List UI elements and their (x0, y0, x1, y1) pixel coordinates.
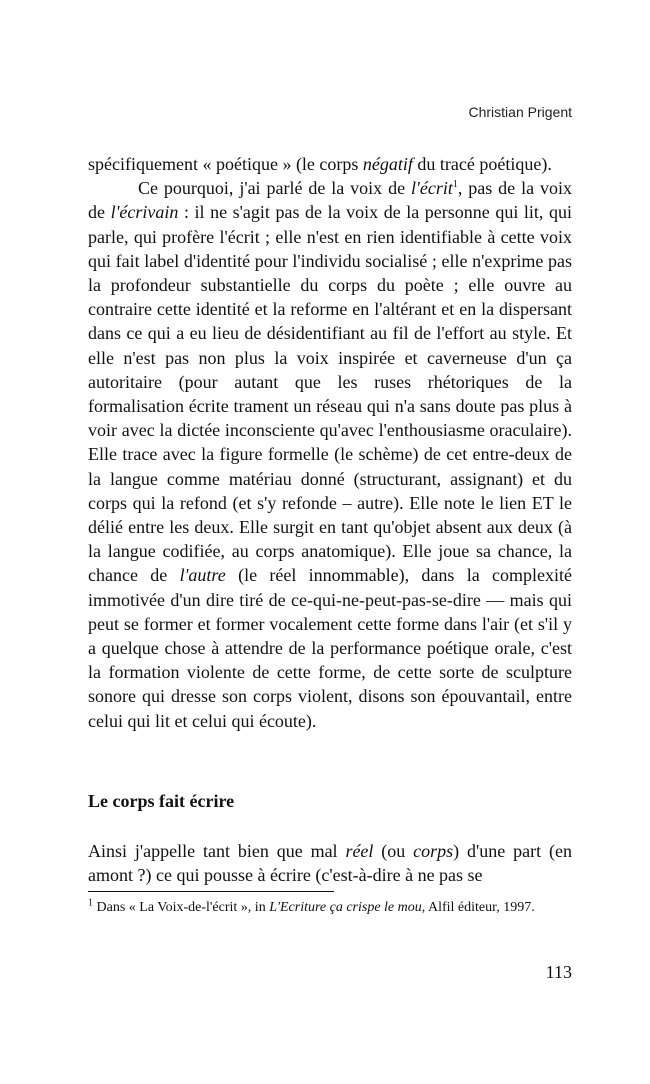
page-number: 113 (545, 962, 572, 982)
footnote-ref: 1 (452, 179, 458, 191)
emphasis: corps (413, 841, 454, 861)
emphasis: négatif (362, 154, 413, 174)
running-header: Christian Prigent (468, 104, 572, 120)
section-heading: Le corps fait écrire (88, 791, 235, 811)
body-text (88, 152, 572, 733)
emphasis: l'écrivain (110, 202, 179, 223)
footnote-number: 1 (88, 897, 93, 909)
body-text-section (88, 839, 572, 887)
emphasis: réel (345, 841, 374, 861)
emphasis: L'Ecriture ça crispe le mou (269, 900, 422, 915)
paragraph-voix: Ce pourquoi, j'ai parlé de la voix de l'écrit$^1$, pas de la voix de l'écrivain : il ne s'agit pas de la voix de la personne qui lit, qui parle, qui profère l'écrit ; elle n'est en rien identifiable à cette voix qui fait label d'identité pour l'individu socialisé ; elle n'exprime pas la profondeur substantielle du corps du poète ; elle ouvre au contraire cette identité et la reforme en l'altérant et en la dispersant dans ce qui a eu lieu de désidentifiant au fil de l'effort au style. Et elle n'est pas non plus la voix inspirée et caverneuse d'un ça autoritaire (pour autant que les ruses rhétoriques de la formalisation écrite trament un réseau qui n'a sans doute pas plus à voir avec la dictée inconsciente qu'avec l'enthousiasme oraculaire). Elle trace avec la figure formelle (le schème) de cet entre-deux de la langue comme matériau donné (structurant, assignant) et du corps qui la refond (et s'y refonde – autre). Elle note le lien ET le délié entre les deux. Elle surgit en tant qu'objet absent aux deux (à la langue codifiée, au corps anatomique). Elle joue sa chance, la chance de l'autre (le réel innommable), dans la complexité immotivée d'un dire tiré de ce-qui-ne-peut-pas-se-dire — mais qui peut se former et former vocalement cette forme dans l'air (et s'il y a quelque chose à attendre de la performance poétique orale, c'est la formation violente de cette forme, de cette sorte de sculpture sonore qui dresse son corps violent, disons son épouvantail, entre celui qui lit et celui qui écoute). (88, 178, 573, 731)
paragraph-ainsi: Ainsi j'appelle tant bien que mal réel (ou corps) d'une part (en amont ?) ce qui pousse à écrire (c'est-à-dire à ne pas se (88, 841, 572, 886)
emphasis: l'écrit (411, 178, 453, 199)
paragraph-continuation: spécifiquement « poétique » (le corps négatif du tracé poétique). (88, 154, 552, 174)
footnote: $^1$ Dans « La Voix-de-l'écrit », in L'Ecriture ça crispe le mou, Alfil éditeur, 1997. (88, 897, 535, 915)
emphasis: l'autre (179, 565, 226, 586)
footnote-divider (88, 891, 334, 892)
